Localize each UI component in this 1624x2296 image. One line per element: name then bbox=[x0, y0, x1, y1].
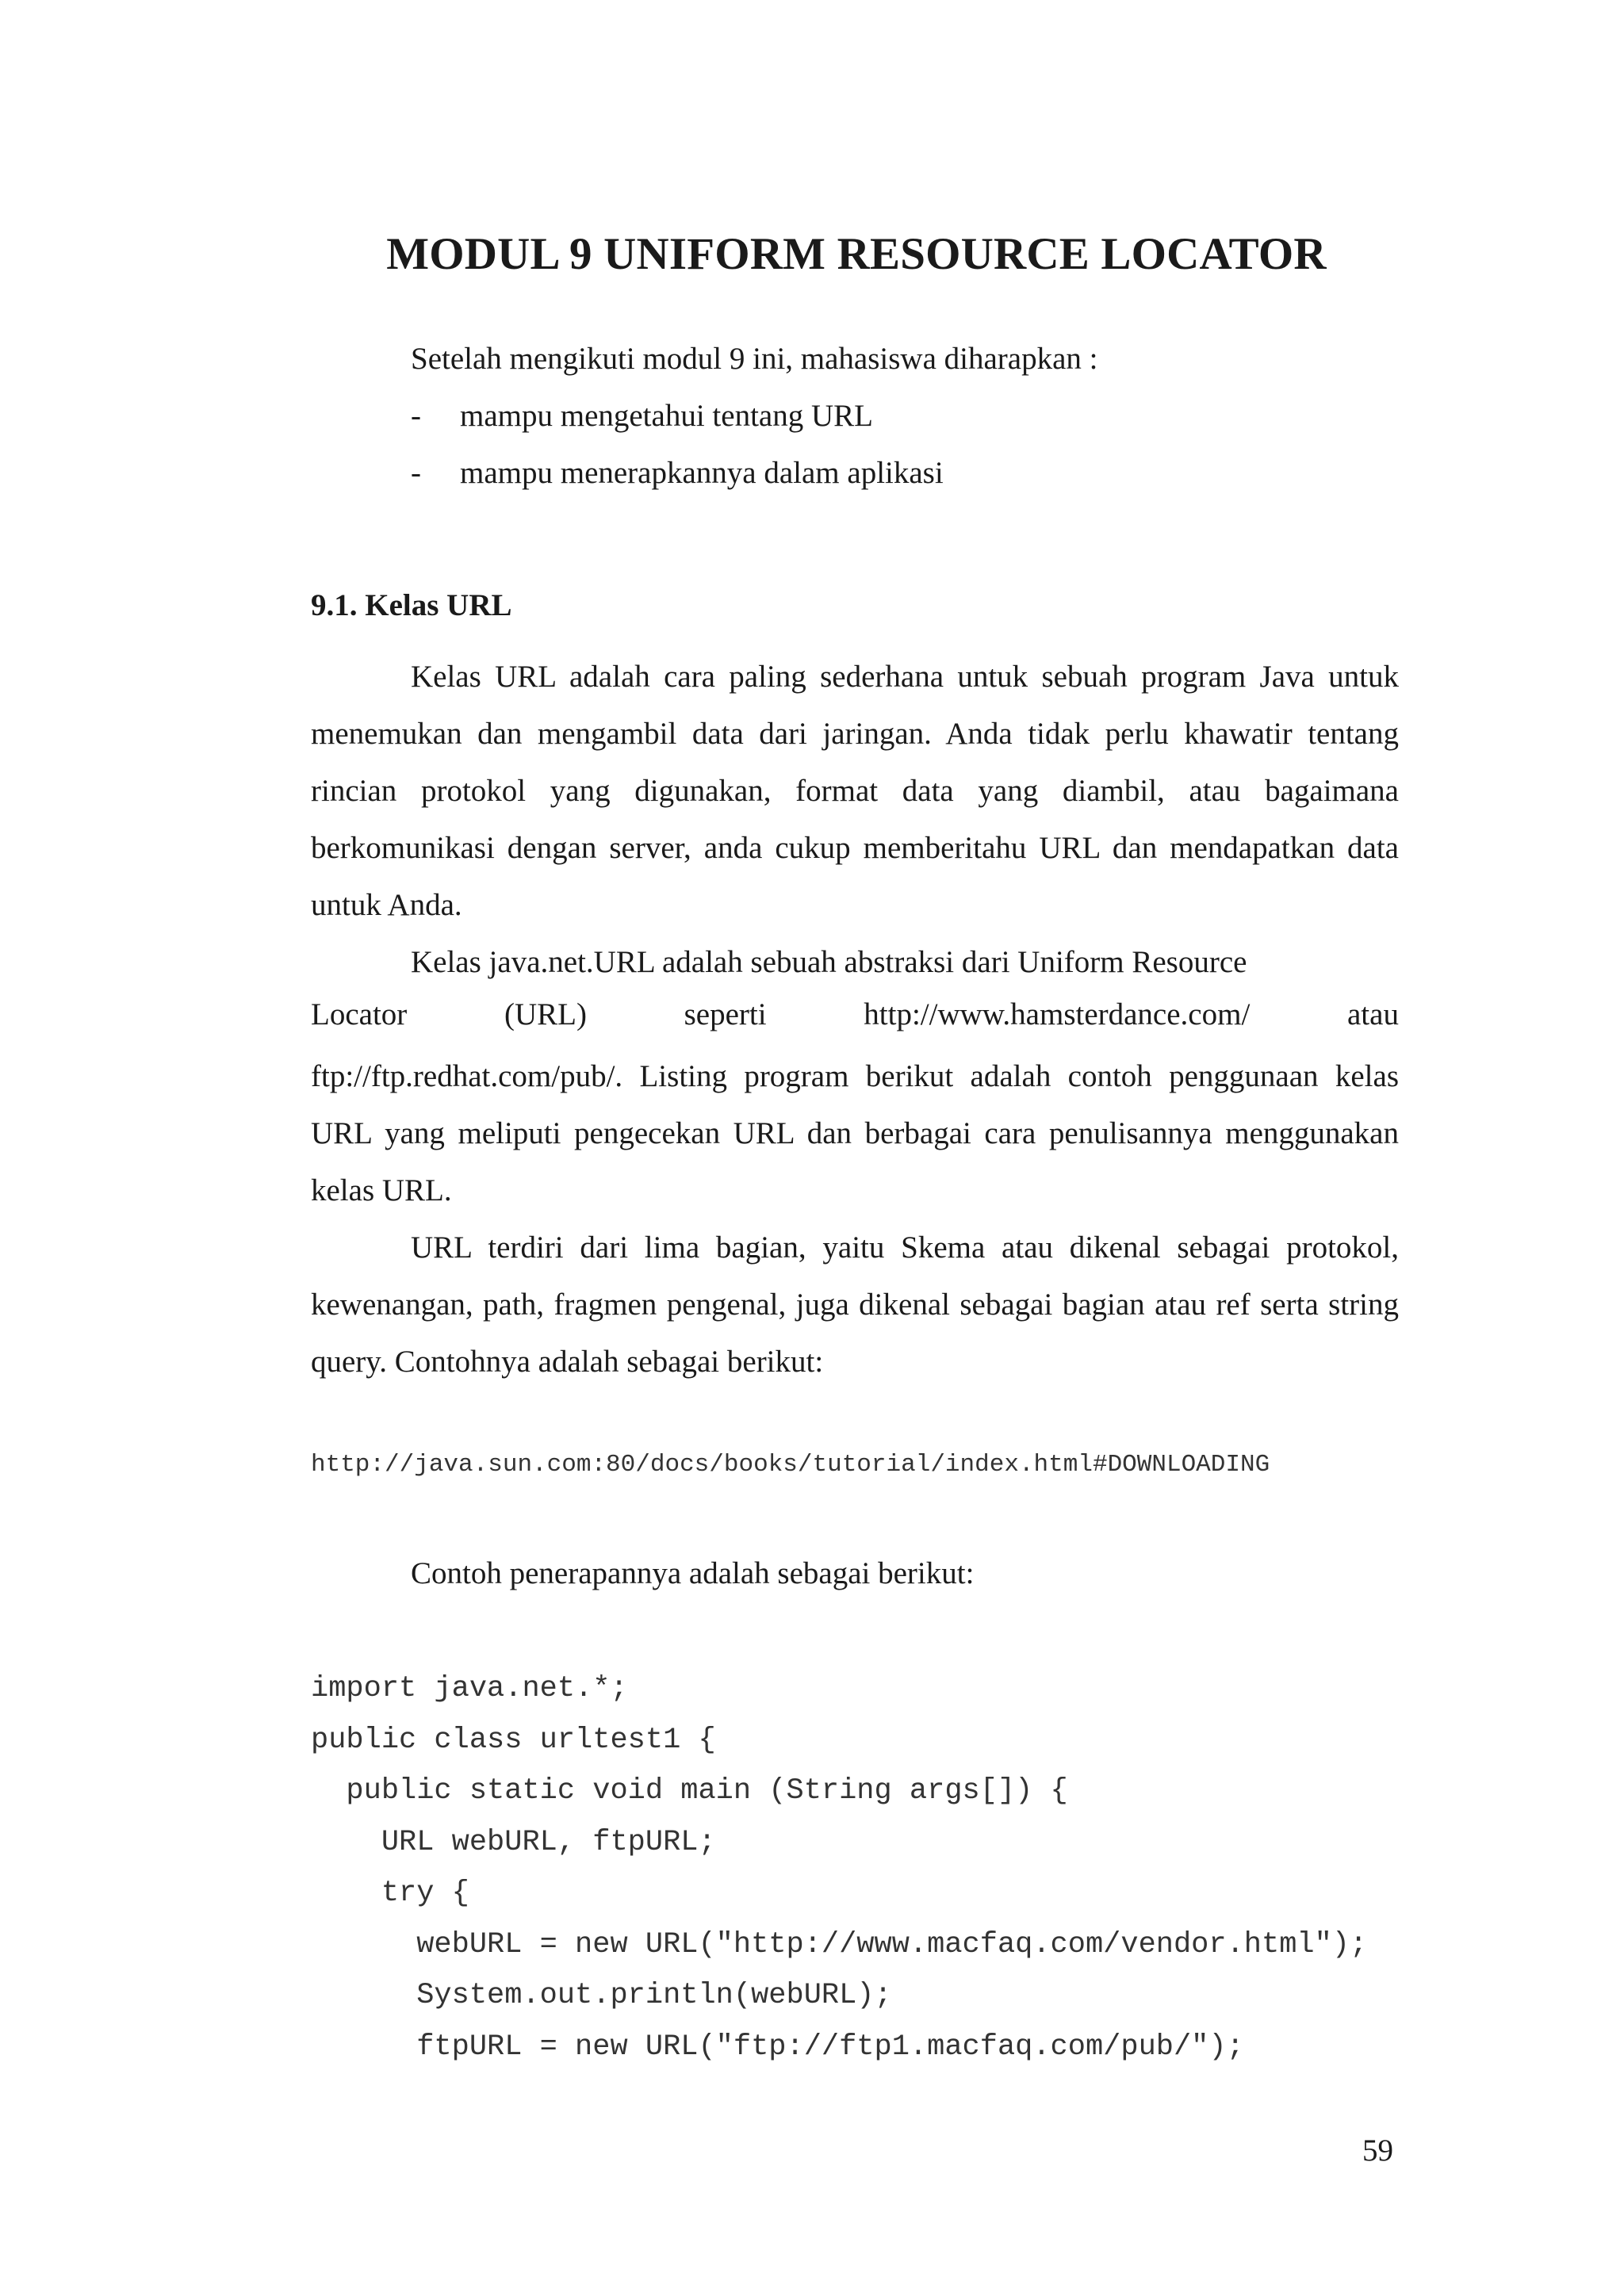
example-intro: Contoh penerapannya adalah sebagai berikut: bbox=[411, 1556, 975, 1590]
bullet-marker: - bbox=[411, 456, 421, 490]
paragraph-1 bbox=[311, 649, 1399, 934]
objective-text: mampu mengetahui tentang URL bbox=[460, 399, 873, 433]
objective-item bbox=[411, 398, 873, 434]
word: seperti bbox=[684, 997, 767, 1031]
code-line: public class urltest1 { bbox=[311, 1723, 716, 1757]
paragraph-1-text: Kelas URL adalah cara paling sederhana untuk sebuah program Java untuk menemukan dan mengambil data dari jaringan. Anda tidak perlu khawatir tentang rincian protokol yang digunakan, format data yang diambil, atau bagaimana berkomunikasi dengan server, anda cukup memberitahu URL dan mendapatkan data untuk Anda. bbox=[311, 660, 1399, 922]
paragraph-2-rest: ftp://ftp.redhat.com/pub/. Listing program berikut adalah contoh penggunaan kelas URL yang meliputi pengecekan URL dan berbagai cara penulisannya menggunakan kelas URL. bbox=[311, 1059, 1399, 1207]
code-line: try { bbox=[311, 1877, 469, 1910]
url-text: http://www.hamsterdance.com/ bbox=[864, 997, 1251, 1031]
section-heading: 9.1. Kelas URL bbox=[311, 588, 512, 622]
word: (URL) bbox=[504, 997, 587, 1031]
code-line: import java.net.*; bbox=[311, 1672, 628, 1705]
paragraph-2-line-1 bbox=[311, 934, 1399, 991]
paragraph-3 bbox=[311, 1219, 1399, 1391]
objective-text: mampu menerapkannya dalam aplikasi bbox=[460, 456, 944, 490]
code-line: URL webURL, ftpURL; bbox=[311, 1825, 716, 1859]
code-line: System.out.println(webURL); bbox=[311, 1979, 892, 2012]
page-title: MODUL 9 UNIFORM RESOURCE LOCATOR bbox=[386, 229, 1327, 279]
url-example: http://java.sun.com:80/docs/books/tutorial/index.html#DOWNLOADING bbox=[311, 1451, 1270, 1479]
word: atau bbox=[1346, 997, 1399, 1031]
page-number: 59 bbox=[1362, 2133, 1393, 2168]
bullet-marker: - bbox=[411, 399, 421, 433]
code-line: webURL = new URL("http://www.macfaq.com/vendor.html"); bbox=[311, 1927, 1368, 1961]
code-line: ftpURL = new URL("ftp://ftp1.macfaq.com/pub/"); bbox=[311, 2030, 1244, 2064]
paragraph-2-line-1-text: Kelas java.net.URL adalah sebuah abstraksi dari Uniform Resource bbox=[411, 945, 1247, 979]
paragraph-2-line-2 bbox=[311, 997, 1399, 1032]
code-line: public static void main (String args[]) { bbox=[311, 1774, 1068, 1808]
objectives-intro: Setelah mengikuti modul 9 ini, mahasiswa diharapkan : bbox=[411, 342, 1098, 376]
code-listing bbox=[311, 1663, 1367, 2072]
paragraph-3-text: URL terdiri dari lima bagian, yaitu Skema atau dikenal sebagai protokol, kewenangan, path, fragmen pengenal, juga dikenal sebagai bagian atau ref serta string query. Contohnya adalah sebagai berikut: bbox=[311, 1230, 1399, 1379]
objective-item bbox=[411, 455, 944, 491]
word: Locator bbox=[311, 997, 408, 1031]
